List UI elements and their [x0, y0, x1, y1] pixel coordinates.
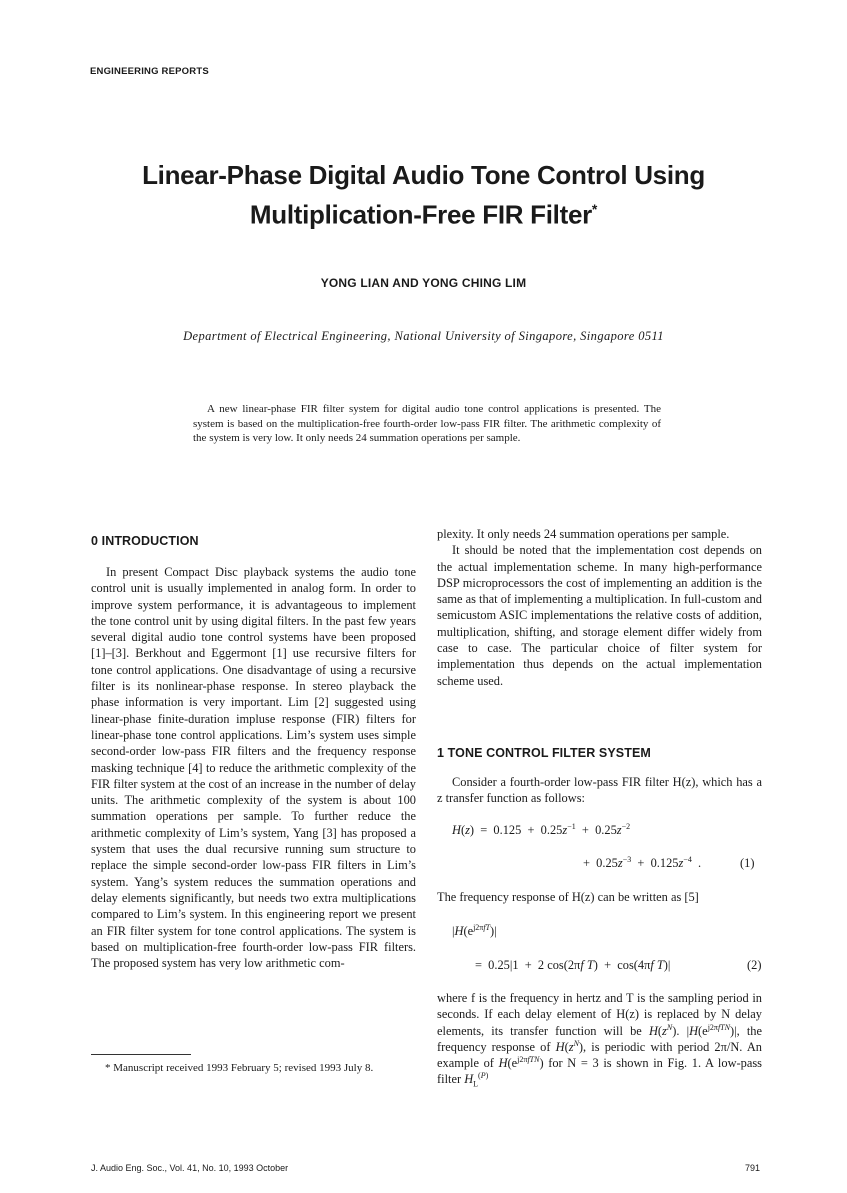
intro-continuation: plexity. It only needs 24 summation operations per sample.: [437, 527, 730, 541]
abstract: A new linear-phase FIR filter system for digital audio tone control applications is presented. The system is based on the multiplication-free fourth-order low-pass FIR filter. The arithmetic complexity of the system is very low. It only needs 24 summation operations per sample.: [193, 403, 661, 444]
footnote: * Manuscript received 1993 February 5; revised 1993 July 8.: [105, 1062, 374, 1074]
title-footnote-mark: *: [591, 201, 598, 217]
intro-paragraph: In present Compact Disc playback systems the audio tone control unit is usually implemented in analog form. In order to improve system performance, it is advantageous to implement the tone control unit by using digital filters. In the past few years several digital audio tone control systems have been proposed [1]–[3]. Berkhout and Eggermont [1] use recursive filters for tone control applications. One disadvantage of using a recursive filter is its nonlinear-phase response. In stereo playback the phase information is very important. Lim [2] suggested using linear-phase finite-duration impluse response (FIR) filters for linear-phase tone control applications. Lim’s system uses simple second-order low-pass FIR filters and the frequency response masking technique [4] to reduce the arithmetic complexity of the FIR filter system at the cost of an increase in the number of delay units. The arithmetic complexity of the system is about 100 summation operations per sample. To further reduce the arithmetic complexity of Lim’s system, Yang [3] has proposed a system that uses the dual recursive running sum structure to replace the simple second-order low-pass FIR filters in Lim’s system. Yang’s system reduces the summation operations and delay elements significantly, but needs two extra multiplications compared to Lim’s system. In this engineering report we present an FIR filter system for tone control applications. The system is based on multiplication-free fourth-order low-pass FIR filters. The proposed system has very low arithmetic com-: [91, 565, 416, 971]
equation-2-line-2: = 0.25|1 + 2 cos(2πf T) + cos(4πf T)|: [475, 958, 671, 972]
implementation-paragraph: It should be noted that the implementation cost depends on the actual implementation scheme. In many high-performance DSP microprocessors the cost of implementing an addition is the same as that of implementing a multiplication. In full-custom and semicustom ASIC implementations the relative costs of addition, multiplication, shifting, and storage element differ widely from case to case. The particular choice of filter system for implementation thus depends on the actual implementation scheme used.: [437, 543, 762, 688]
paper-title: [60, 158, 787, 232]
filter-intro-text: Consider a fourth-order low-pass FIR filter H(z), which has a z transfer function as follows:: [437, 775, 762, 806]
equation-1-line-2: + $0.25z^{-3} + 0.125z^{-4}$ .: [583, 854, 702, 870]
right-column-top: [437, 526, 762, 689]
title-line-2: Multiplication-Free FIR Filter*: [249, 199, 598, 230]
title-line-1: Linear-Phase Digital Audio Tone Control Using: [142, 160, 705, 190]
equation-2-label: (2): [747, 958, 762, 972]
freq-response-paragraph: [437, 889, 762, 905]
page-number: 791: [745, 1163, 761, 1173]
equation-2-line-1: $|H(e^{j2\pi fT})|$: [452, 922, 497, 938]
freq-response-text: The frequency response of H(z) can be written as [5]: [437, 890, 699, 904]
equation-1-label: (1): [740, 856, 755, 870]
affiliation: Department of Electrical Engineering, National University of Singapore, Singapore 0511: [183, 329, 664, 343]
equation-1-line-1: $H(z) = 0.125 + 0.25z^{-1} + 0.25z^{-2}$: [452, 821, 631, 837]
left-column: [91, 564, 416, 971]
section-heading-tone-control: 1 TONE CONTROL FILTER SYSTEM: [437, 746, 651, 760]
section-heading-introduction: 0 INTRODUCTION: [91, 534, 199, 548]
footnote-rule: [91, 1054, 191, 1055]
periodic-paragraph: [437, 990, 762, 1088]
authors: YONG LIAN AND YONG CHING LIM: [320, 276, 527, 290]
journal-citation: J. Audio Eng. Soc., Vol. 41, No. 10, 1993 October: [91, 1163, 289, 1173]
running-head: ENGINEERING REPORTS: [90, 66, 209, 77]
filter-intro-paragraph: [437, 774, 762, 807]
periodic-text: where f is the frequency in hertz and T is the sampling period in seconds. If each delay element of H(z) is replaced by N delay elements, its transfer function will be $H(z^N)$. $|H(e^{j2\pi fTN})|$, the frequency response of $H(z^N)$, is periodic with period 2π/N. An example of $H(e^{j2\pi fTN})$ for N = 3 is shown in Fig. 1. A low-pass filter $H_L^{(P)}$: [437, 991, 762, 1089]
